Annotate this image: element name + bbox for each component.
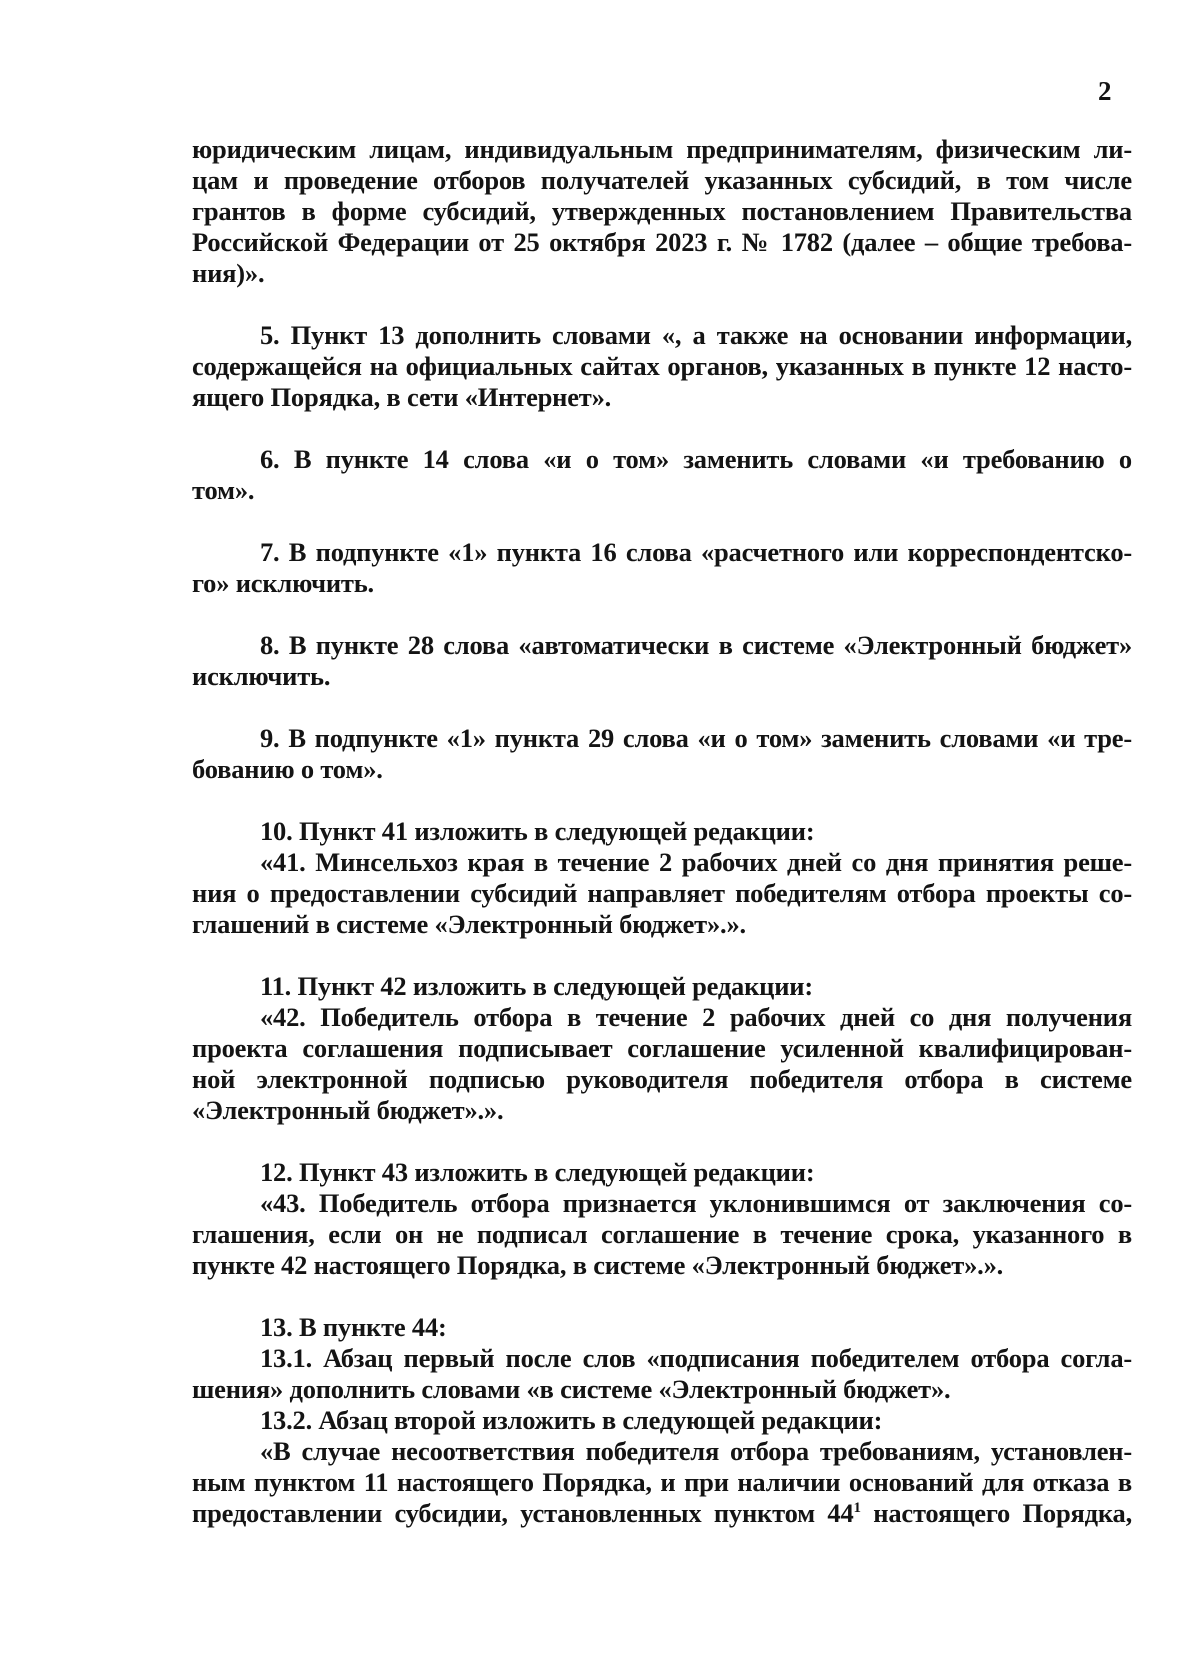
item-13-line — [192, 1498, 1132, 1529]
item-13-line: ным пунктом 11 настоящего Порядка, и при наличии оснований для отказа в — [192, 1467, 1132, 1497]
item-5-line: 5. Пункт 13 дополнить словами «, а также на основании информации, — [260, 320, 1132, 350]
item-10-line: глашений в системе «Электронный бюджет».». — [192, 909, 746, 939]
text-line: Российской Федерации от 25 октября 2023 г. № 1782 (далее – общие требова- — [192, 227, 1132, 257]
item-9-line: 9. В подпункте «1» пункта 29 слова «и о том» заменить словами «и тре- — [260, 723, 1132, 753]
document-body — [192, 134, 1132, 1529]
item-12-line: глашения, если он не подписал соглашение в течение срока, указанного в — [192, 1219, 1132, 1249]
item-7-line: го» исключить. — [192, 568, 374, 598]
item-13-line: 13. В пункте 44: — [260, 1312, 447, 1342]
item-6-line: 6. В пункте 14 слова «и о том» заменить словами «и требованию о — [260, 444, 1132, 474]
item-6-line: том». — [192, 475, 255, 505]
item-11-line: ной электронной подписью руководителя победителя отбора в системе — [192, 1064, 1132, 1094]
item-11-line: «42. Победитель отбора в течение 2 рабочих дней со дня получения — [260, 1002, 1132, 1032]
item-13-line: шения» дополнить словами «в системе «Электронный бюджет». — [192, 1374, 951, 1404]
item-12-line: пункте 42 настоящего Порядка, в системе «Электронный бюджет».». — [192, 1250, 1004, 1280]
item-11-line: 11. Пункт 42 изложить в следующей редакции: — [260, 971, 813, 1001]
superscript: 1 — [853, 1500, 861, 1517]
item-13-line: 13.1. Абзац первый после слов «подписания победителем отбора согла- — [260, 1343, 1132, 1373]
item-8-line: исключить. — [192, 661, 331, 691]
item-9-line: бованию о том». — [192, 754, 383, 784]
text-line: ния)». — [192, 258, 265, 288]
item-13-line: «В случае несоответствия победителя отбора требованиям, установлен- — [260, 1436, 1132, 1466]
text-line: юридическим лицам, индивидуальным предпринимателям, физическим ли- — [192, 134, 1132, 164]
item-11-line: «Электронный бюджет».». — [192, 1095, 504, 1125]
text-line: грантов в форме субсидий, утвержденных постановлением Правительства — [192, 196, 1132, 226]
page-number: 2 — [1098, 76, 1112, 106]
item-10-line: 10. Пункт 41 изложить в следующей редакции: — [260, 816, 815, 846]
item-8-line: 8. В пункте 28 слова «автоматически в системе «Электронный бюджет» — [260, 630, 1132, 660]
item-10-line: «41. Минсельхоз края в течение 2 рабочих дней со дня принятия реше- — [260, 847, 1132, 877]
item-7-line: 7. В подпункте «1» пункта 16 слова «расчетного или корреспондентско- — [260, 537, 1132, 567]
item-10-line: ния о предоставлении субсидий направляет победителям отбора проекты со- — [192, 878, 1132, 908]
item-5-line: ящего Порядка, в сети «Интернет». — [192, 382, 612, 412]
item-12-line: «43. Победитель отбора признается уклонившимся от заключения со- — [260, 1188, 1132, 1218]
text-fragment: предоставлении субсидии, установленных пунктом 44 — [192, 1498, 854, 1528]
item-13-line: 13.2. Абзац второй изложить в следующей редакции: — [260, 1405, 883, 1435]
item-11-line: проекта соглашения подписывает соглашение усиленной квалифицирован- — [192, 1033, 1132, 1063]
text-fragment: настоящего Порядка, — [860, 1498, 1132, 1528]
text-line: цам и проведение отборов получателей указанных субсидий, в том числе — [192, 165, 1132, 195]
item-5-line: содержащейся на официальных сайтах органов, указанных в пункте 12 насто- — [192, 351, 1132, 381]
item-12-line: 12. Пункт 43 изложить в следующей редакции: — [260, 1157, 815, 1187]
